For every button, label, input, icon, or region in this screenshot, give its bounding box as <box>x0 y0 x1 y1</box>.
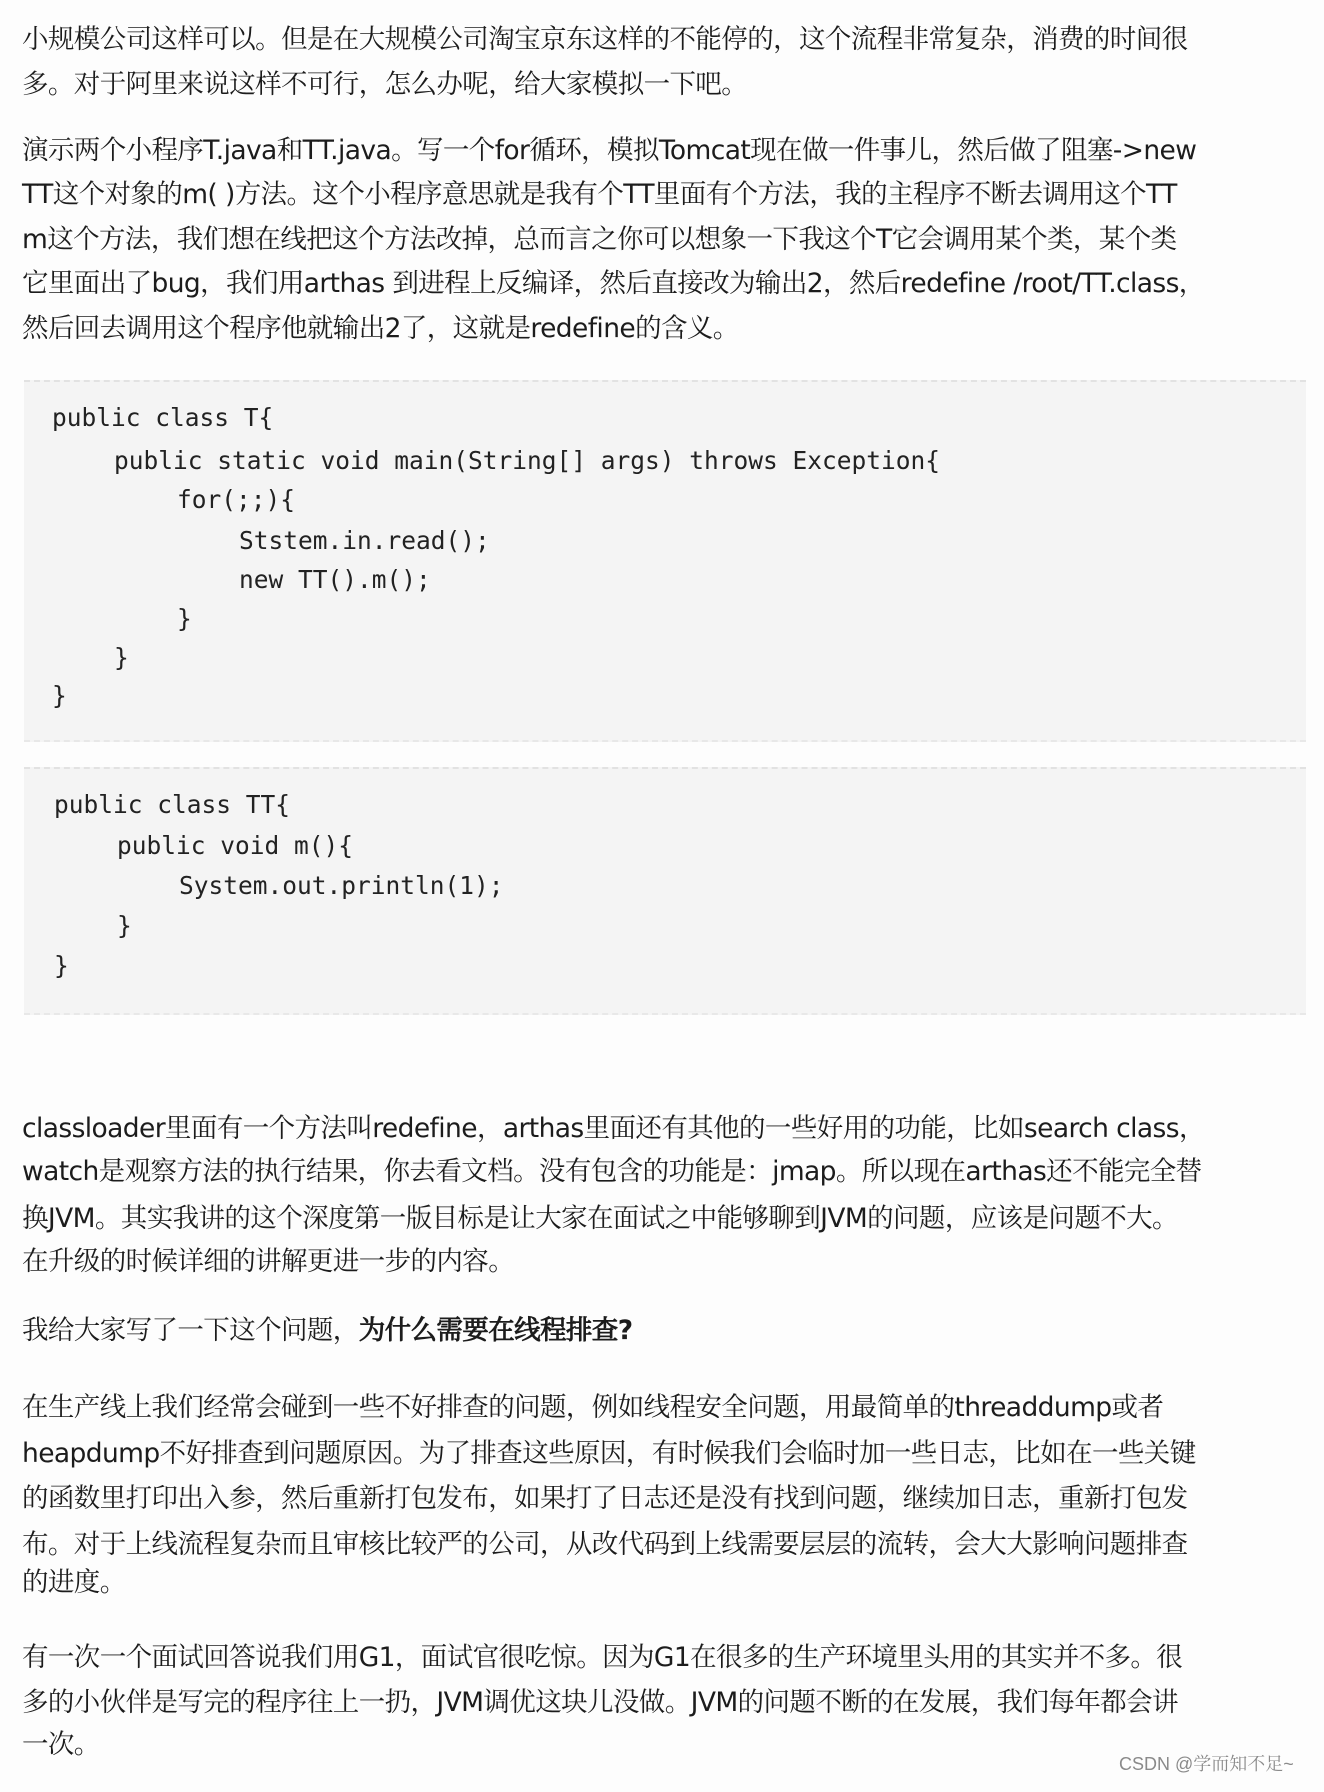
text-line: 在生产线上我们经常会碰到一些不好排查的问题，例如线程安全问题，用最简单的threaddump或者 <box>22 1392 1164 1423</box>
code-line: } <box>52 681 67 710</box>
text-line: 换JVM。其实我讲的这个深度第一版目标是让大家在面试之中能够聊到JVM的问题，应该是问题不大。 <box>22 1203 1178 1234</box>
code-line: Ststem.in.read(); <box>239 526 490 555</box>
text-line: 多的小伙伴是写完的程序往上一扔，JVM调优这块儿没做。JVM的问题不断的在发展，我们每年都会讲 <box>22 1687 1178 1718</box>
code-line: new TT().m(); <box>239 565 431 594</box>
text-line: 的函数里打印出入参，然后重新打包发布，如果打了日志还是没有找到问题，继续加日志，重新打包发 <box>22 1483 1188 1514</box>
code-line: public static void main(String[] args) throws Exception{ <box>114 446 941 475</box>
code-line: System.out.println(1); <box>179 871 504 900</box>
text-line: m这个方法，我们想在线把这个方法改掉，总而言之你可以想象一下我这个T它会调用某个类，某个类 <box>22 224 1177 255</box>
text-line: 一次。 <box>22 1729 100 1760</box>
code-line: public void m(){ <box>117 831 354 860</box>
text-line: watch是观察方法的执行结果，你去看文档。没有包含的功能是：jmap。所以现在arthas还不能完全替 <box>22 1156 1202 1187</box>
code-line: public class T{ <box>52 403 274 432</box>
text-line: 有一次一个面试回答说我们用G1，面试官很吃惊。因为G1在很多的生产环境里头用的其实并不多。很 <box>22 1642 1183 1673</box>
text-line: 的进度。 <box>22 1567 126 1598</box>
text-line: heapdump不好排查到问题原因。为了排查这些原因，有时候我们会临时加一些日志，比如在一些关键 <box>22 1438 1196 1469</box>
text-line: 小规模公司这样可以。但是在大规模公司淘宝京东这样的不能停的，这个流程非常复杂，消费的时间很 <box>22 24 1188 55</box>
code-line: } <box>177 604 192 633</box>
text-bold-question: 为什么需要在线程排查? <box>358 1315 633 1346</box>
code-line: } <box>117 911 132 940</box>
text-line: 然后回去调用这个程序他就输出2了，这就是redefine的含义。 <box>22 313 739 344</box>
paragraph-4 <box>22 1311 632 1351</box>
text-line: 它里面出了bug，我们用arthas 到进程上反编译，然后直接改为输出2，然后redefine /root/TT.class， <box>22 268 1205 299</box>
text-normal: 我给大家写了一下这个问题， <box>22 1315 359 1346</box>
code-line: public class TT{ <box>54 790 291 819</box>
text-line: classloader里面有一个方法叫redefine，arthas里面还有其他的一些好用的功能，比如search class， <box>22 1113 1205 1144</box>
text-line: 在升级的时候详细的讲解更进一步的内容。 <box>22 1246 515 1277</box>
text-line: 多。对于阿里来说这样不可行，怎么办呢，给大家模拟一下吧。 <box>22 69 748 100</box>
code-line: } <box>54 951 69 980</box>
csdn-watermark: CSDN @学而知不足~ <box>1119 1754 1294 1774</box>
code-line: for(;;){ <box>177 485 296 514</box>
text-line: TT这个对象的m( )方法。这个小程序意思就是我有个TT里面有个方法，我的主程序不断去调用这个TT <box>22 179 1177 210</box>
code-line: } <box>114 643 129 672</box>
text-line: 演示两个小程序T.java和TT.java。写一个for循环，模拟Tomcat现在做一件事儿，然后做了阻塞->new <box>22 135 1197 166</box>
text-line: 布。对于上线流程复杂而且审核比较严的公司，从改代码到上线需要层层的流转，会大大影响问题排查 <box>22 1529 1188 1560</box>
